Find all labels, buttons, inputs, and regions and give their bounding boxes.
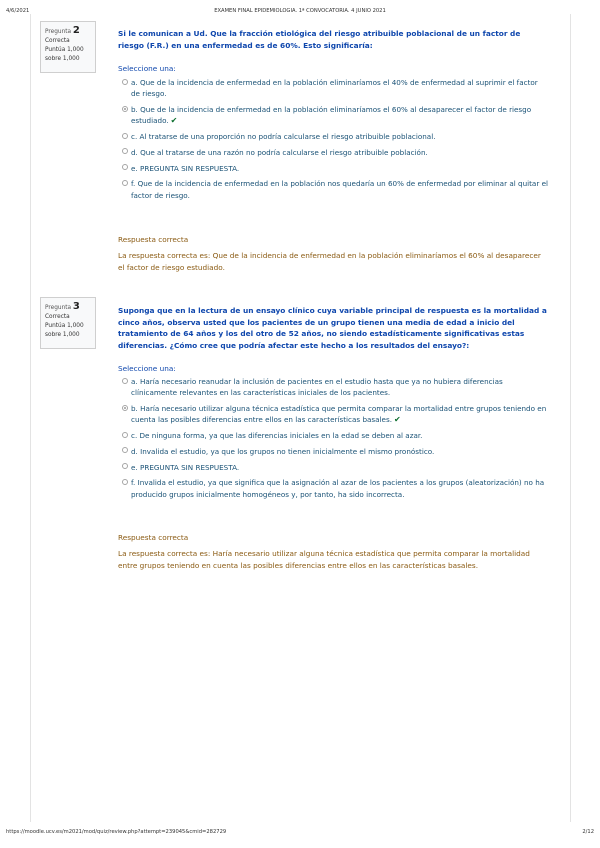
answer-option[interactable] [118,403,548,425]
checkmark-icon: ✔ [394,415,401,425]
answer-options [118,77,548,205]
question-score: Puntúa 1,000 [45,323,84,329]
answer-option[interactable] [118,430,548,441]
answer-option[interactable] [118,77,548,99]
question-score-max: sobre 1,000 [45,56,80,62]
answer-option-text: f. Invalida el estudio, ya que significa que la asignación al azar de los pacientes a los grupos (aleatorización) no ha producido grupos inicialmente homogéneos y, por tanto, ha sido incorrecta. [131,478,545,499]
radio-button-selected[interactable] [122,405,128,411]
question-score-max: sobre 1,000 [45,332,80,338]
answer-option-text: d. Que al tratarse de una razón no podría calcularse el riesgo atribuible población. [131,147,428,157]
radio-button[interactable] [122,79,128,85]
answer-option[interactable] [118,163,548,174]
question-text: Si le comunican a Ud. Que la fracción etiológica del riesgo atribuible poblacional de un factor de riesgo (F.R.) en una enfermedad es de 60%. Esto significaría: [118,29,521,50]
answer-option[interactable] [118,376,548,398]
answer-option[interactable] [118,446,548,457]
answer-option-text: a. Que de la incidencia de enfermedad en la población eliminaríamos el 40% de enfermedad al suprimir el factor de riesgo. [131,78,538,99]
radio-button[interactable] [122,479,128,485]
question-label: Pregunta [45,29,72,35]
radio-button[interactable] [122,378,128,384]
answer-option-text: d. Invalida el estudio, ya que los grupos no tienen inicialmente el mismo pronóstico. [131,446,435,456]
answer-option[interactable] [118,104,548,126]
radio-button-selected[interactable] [122,106,128,112]
answer-option-text: e. PREGUNTA SIN RESPUESTA. [131,462,240,472]
radio-button[interactable] [122,164,128,170]
feedback-text: La respuesta correcta es: Que de la incidencia de enfermedad en la población eliminaríamos el 60% al desaparecer el factor de riesgo estudiado. [118,251,541,272]
question-label: Pregunta [45,305,72,311]
answer-option-text: e. PREGUNTA SIN RESPUESTA. [131,163,240,173]
answer-option-text: c. Al tratarse de una proporción no podría calcularse el riesgo atribuible poblacional. [131,132,436,141]
question-info-box [40,297,96,349]
checkmark-icon: ✔ [170,116,178,126]
answer-option-text: b. Que de la incidencia de enfermedad en la población eliminaríamos el 60% al desaparecer el factor de riesgo estudiado. [131,105,532,126]
answer-option[interactable] [118,477,548,499]
radio-button[interactable] [122,432,128,438]
answer-options [118,376,548,504]
question-info-box [40,21,96,73]
feedback-title: Respuesta correcta [118,533,189,542]
question-status: Correcta [45,38,70,44]
print-title: EXAMEN FINAL EPIDEMIOLOGIA. 1ª CONVOCATORIA. 4 JUNIO 2021 [214,8,386,14]
question-number: 2 [72,25,80,36]
answer-option[interactable] [118,147,548,158]
question-text: Suponga que en la lectura de un ensayo clínico cuya variable principal de respuesta es la mortalidad a cinco años, observa usted que los pacientes de un grupo tienen una media de edad a inicio del tratamiento de 64 años y los del otro de 52 años, no siendo estadísticamente significativas estas diferencias. ¿Cómo cree que podría afectar este hecho a los resultados del ensayo?: [118,306,547,350]
answer-option[interactable] [118,131,548,142]
feedback-title: Respuesta correcta [118,235,189,244]
print-url: https://moodle.ucv.es/m2021/mod/quiz/review.php?attempt=239045&cmid=282729 [6,829,227,835]
select-prompt: Seleccione una: [118,364,176,373]
question-status: Correcta [45,314,70,320]
radio-button[interactable] [122,133,128,139]
question-score: Puntúa 1,000 [45,47,84,53]
answer-option-text: a. Haría necesario reanudar la inclusión de pacientes en el estudio hasta que ya no hubiera diferencias clínicamente relevantes en las características iniciales de los pacientes. [131,377,503,398]
radio-button[interactable] [122,447,128,453]
answer-option-text: f. Que de la incidencia de enfermedad en la población nos quedaría un 60% de enfermedad por eliminar al quitar el factor de riesgo. [131,179,548,200]
radio-button[interactable] [122,180,128,186]
print-page-number: 2/12 [582,829,594,835]
print-date: 4/6/2021 [6,8,30,14]
feedback-text: La respuesta correcta es: Haría necesario utilizar alguna técnica estadística que permita comparar la mortalidad entre grupos teniendo en cuenta las posibles diferencias entre ellos en las características basales. [118,549,530,570]
radio-button[interactable] [122,148,128,154]
answer-option-text: c. De ninguna forma, ya que las diferencias iniciales en la edad se deben al azar. [131,431,423,440]
select-prompt: Seleccione una: [118,64,176,73]
radio-button[interactable] [122,463,128,469]
answer-option[interactable] [118,178,548,200]
answer-option-text: b. Haría necesario utilizar alguna técnica estadística que permita comparar la mortalidad entre grupos teniendo en cuenta las posibles diferencias entre ellos en las características basales. [131,404,547,425]
print-footer [6,829,594,839]
question-number: 3 [72,301,80,312]
answer-option[interactable] [118,462,548,473]
